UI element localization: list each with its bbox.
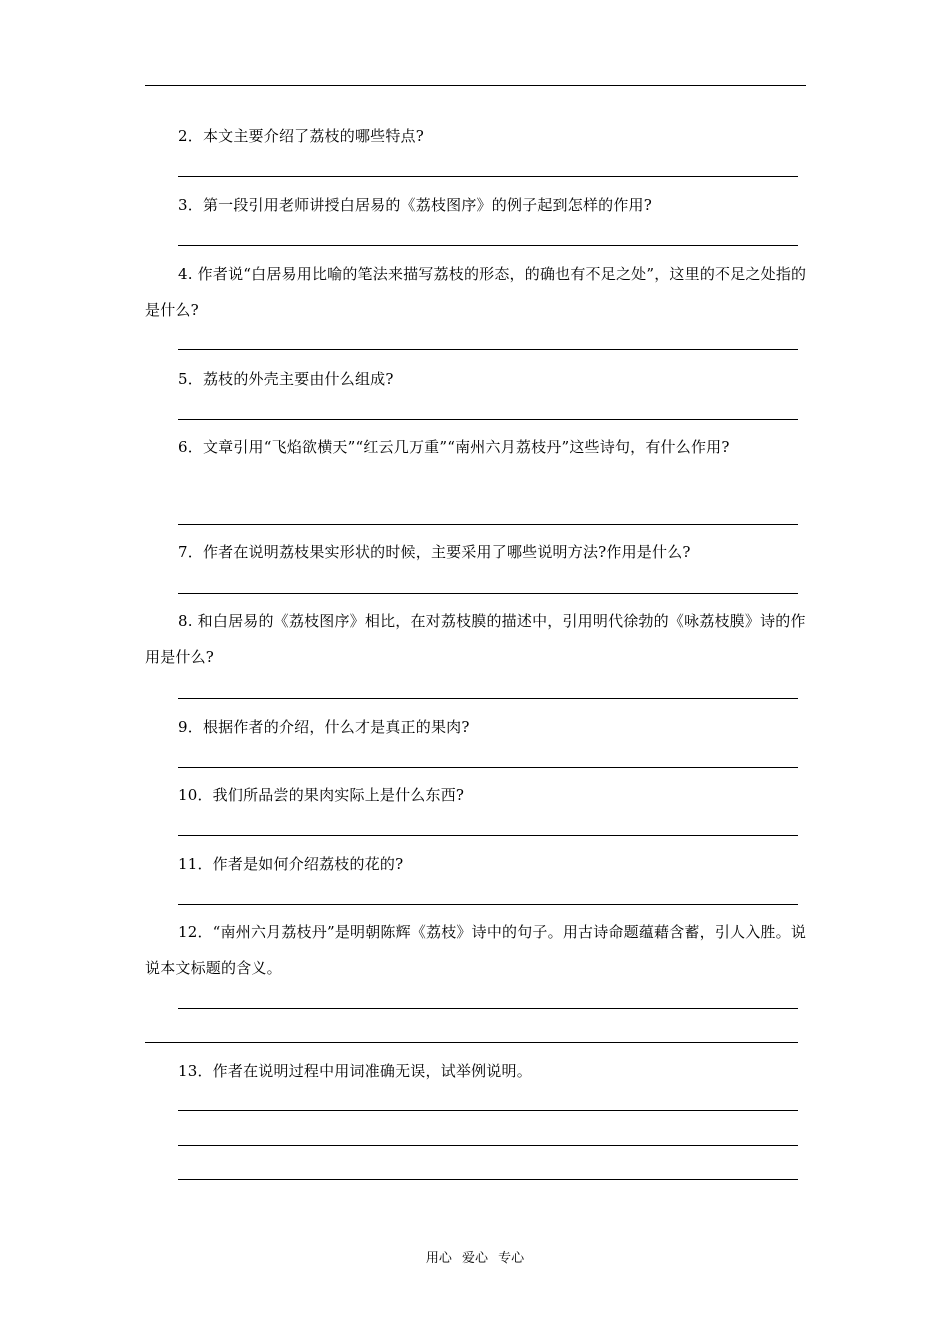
answer-line-11 — [178, 904, 798, 905]
answer-line-7 — [178, 593, 798, 594]
question-5: 5．荔枝的外壳主要由什么组成? — [178, 370, 394, 388]
page-footer: 用心 爱心 专心 — [425, 1251, 525, 1266]
answer-line-13c — [178, 1179, 798, 1180]
question-3: 3．第一段引用老师讲授白居易的《荔枝图序》的例子起到怎样的作用? — [178, 196, 652, 214]
answer-line-10 — [178, 835, 798, 836]
question-6: 6．文章引用“飞焰欲横天”“红云几万重”“南州六月荔枝丹”这些诗句，有什么作用? — [178, 438, 730, 456]
header-rule — [145, 85, 806, 86]
question-9: 9．根据作者的介绍，什么才是真正的果肉? — [178, 718, 470, 736]
question-11: 11．作者是如何介绍荔枝的花的? — [178, 855, 404, 873]
question-7: 7．作者在说明荔枝果实形状的时候，主要采用了哪些说明方法?作用是什么? — [178, 543, 691, 561]
answer-line-12a — [178, 1008, 798, 1009]
question-4: 4. 作者说“白居易用比喻的笔法来描写荔枝的形态，的确也有不足之处”，这里的不足之处指的是什么? — [145, 265, 807, 319]
answer-line-4 — [178, 349, 798, 350]
answer-line-9 — [178, 767, 798, 768]
question-12: 12．“南州六月荔枝丹”是明朝陈辉《荔枝》诗中的句子。用古诗命题蕴藉含蓄，引人入胜。说说本文标题的含义。 — [145, 923, 807, 977]
answer-line-5 — [178, 419, 798, 420]
answer-line-8 — [178, 698, 798, 699]
question-2: 2．本文主要介绍了荔枝的哪些特点? — [178, 127, 424, 145]
answer-line-6 — [178, 524, 798, 525]
question-8: 8. 和白居易的《荔枝图序》相比，在对荔枝膜的描述中，引用明代徐勃的《咏荔枝膜》诗的作用是什么? — [145, 612, 806, 666]
answer-line-2 — [178, 176, 798, 177]
answer-line-3 — [178, 245, 798, 246]
question-10: 10．我们所品尝的果肉实际上是什么东西? — [178, 786, 465, 804]
answer-line-12b — [145, 1042, 798, 1043]
question-13: 13．作者在说明过程中用词准确无误，试举例说明。 — [178, 1062, 532, 1080]
answer-line-13b — [178, 1145, 798, 1146]
answer-line-13a — [178, 1110, 798, 1111]
